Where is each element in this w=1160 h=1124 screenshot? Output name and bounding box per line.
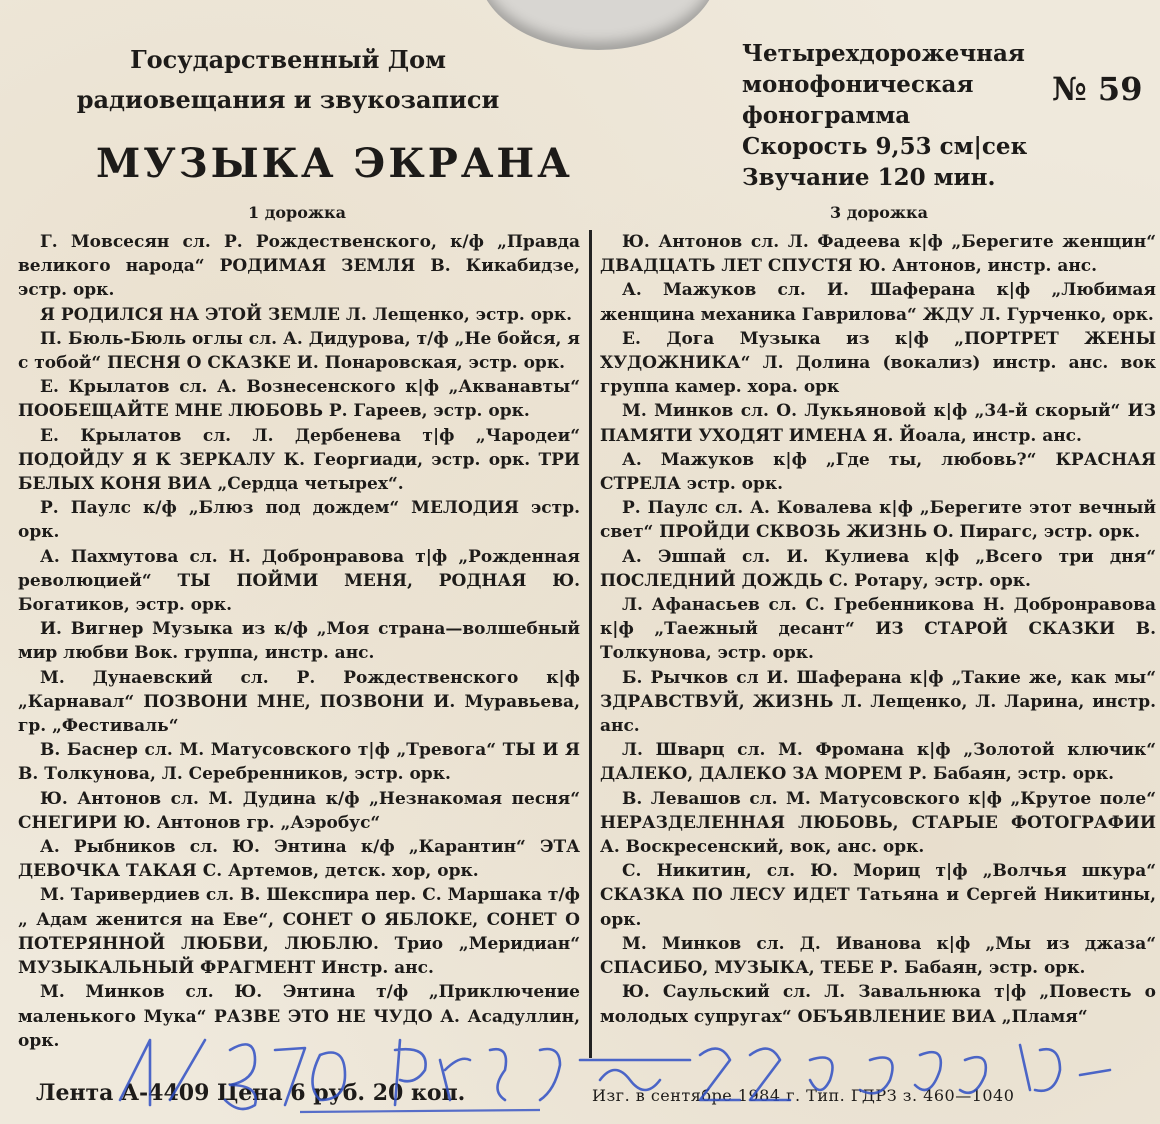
- track-3-entry: М. Минков сл. О. Лукьяновой к|ф „34-й скорый“ ИЗ ПАМЯТИ УХОДЯТ ИМЕНА Я. Йоала, инстр. анс.: [600, 401, 1156, 446]
- track-3-entry: Л. Афанасьев сл. С. Гребенникова Н. Добронравова к|ф „Таежный десант“ ИЗ СТАРОЙ СКАЗКИ В. Толкунова, эстр. орк.: [600, 595, 1156, 664]
- format-info: [742, 38, 1062, 193]
- track-3-entry: В. Левашов сл. М. Матусовского к|ф „Крутое поле“ НЕРАЗДЕЛЕННАЯ ЛЮБОВЬ, СТАРЫЕ ФОТОГРАФИИ А. Воскресенский, вок, анс. орк.: [600, 788, 1156, 858]
- track-3-entry: Л. Шварц сл. М. Фромана к|ф „Золотой ключик“ ДАЛЕКО, ДАЛЕКО ЗА МОРЕМ Р. Бабаян, эстр. орк.: [600, 740, 1156, 785]
- track-1-entry: М. Таривердиев сл. В. Шекспира пер. С. Маршака т/ф „ Адам женится на Еве“, СОНЕТ О ЯБЛОКЕ, СОНЕТ О ПОТЕРЯННОЙ ЛЮБВИ, ЛЮБЛЮ. Трио „Меридиан“ МУЗЫКАЛЬНЫЙ ФРАГМЕНТ Инстр. анс.: [18, 885, 580, 979]
- track-1-entry: М. Дунаевский сл. Р. Рождественского к|ф „Карнавал“ ПОЗВОНИ МНЕ, ПОЗВОНИ И. Муравьева, гр. „Фестиваль“: [18, 667, 580, 737]
- format-speed: Скорость 9,53 см|сек: [742, 133, 1028, 160]
- track-3-entry: С. Никитин, сл. Ю. Мориц т|ф „Волчья шкура“ СКАЗКА ПО ЛЕСУ ИДЕТ Татьяна и Сергей Никитины, орк.: [600, 861, 1156, 930]
- track-1-entry: Р. Паулс к/ф „Блюз под дождем“ МЕЛОДИЯ эстр. орк.: [18, 498, 580, 543]
- track-1-entry: А. Пахмутова сл. Н. Добронравова т|ф „Рожденная революцией“ ТЫ ПОЙМИ МЕНЯ, РОДНАЯ Ю. Богатиков, эстр. орк.: [18, 546, 580, 616]
- track-3-header: 3 дорожка: [830, 203, 928, 222]
- track-3-entry: М. Минков сл. Д. Иванова к|ф „Мы из джаза“ СПАСИБО, МУЗЫКА, ТЕБЕ Р. Бабаян, эстр. орк.: [600, 933, 1156, 979]
- track-1-entry: В. Баснер сл. М. Матусовского т|ф „Тревога“ ТЫ И Я В. Толкунова, Л. Серебренников, эстр. орк.: [18, 740, 580, 785]
- publisher-line-1: Государственный Дом: [130, 45, 446, 74]
- track-3-entry: Ю. Антонов сл. Л. Фадеева к|ф „Берегите женщин“ ДВАДЦАТЬ ЛЕТ СПУСТЯ Ю. Антонов, инстр. анс.: [600, 232, 1156, 277]
- track-1-entry: Е. Крылатов сл. Л. Дербенева т|ф „Чародеи“ ПОДОЙДУ Я К ЗЕРКАЛУ К. Георгиади, эстр. орк. ТРИ БЕЛЫХ КОНЯ ВИА „Сердца четырех“.: [18, 425, 580, 495]
- publisher-line-2: радиовещания и звукозаписи: [76, 85, 500, 114]
- print-info: Изг. в сентябре 1984 г. Тип. ГДРЗ з. 460—1040: [592, 1086, 1015, 1105]
- track-1-entry: И. Вигнер Музыка из к/ф „Моя страна—волшебный мир любви Вок. группа, инстр. анс.: [18, 619, 580, 664]
- track-3-entry: А. Эшпай сл. И. Кулиева к|ф „Всего три дня“ ПОСЛЕДНИЙ ДОЖДЬ С. Ротару, эстр. орк.: [600, 546, 1156, 591]
- column-divider: [589, 230, 592, 1058]
- publisher: [28, 40, 548, 120]
- track-3-list: [600, 230, 1156, 1029]
- track-1-list: [18, 230, 580, 1053]
- track-1-header: 1 дорожка: [248, 203, 346, 222]
- track-3-entry: Ю. Саульский сл. Л. Завальнюка т|ф „Повесть о молодых супругах“ ОБЪЯВЛЕНИЕ ВИА „Пламя“: [600, 982, 1156, 1027]
- catalog-number: № 59: [1052, 70, 1143, 108]
- format-duration: Звучание 120 мин.: [742, 164, 996, 191]
- tape-price: Лента А-4409 Цена 6 руб. 20 коп.: [36, 1080, 466, 1106]
- track-3-entry: А. Мажуков к|ф „Где ты, любовь?“ КРАСНАЯ СТРЕЛА эстр. орк.: [600, 449, 1156, 495]
- format-line-1: Четырехдорожечная: [742, 40, 1025, 67]
- track-1-entry: П. Бюль-Бюль оглы сл. А. Дидурова, т/ф „Не бойся, я с тобой“ ПЕСНЯ О СКАЗКЕ И. Понаровская, эстр. орк.: [18, 328, 580, 374]
- format-line-2: монофоническая: [742, 71, 974, 98]
- album-title: МУЗЫКА ЭКРАНА: [96, 140, 573, 187]
- track-1-entry: Я РОДИЛСЯ НА ЭТОЙ ЗЕМЛЕ Л. Лещенко, эстр. орк.: [40, 304, 573, 325]
- track-3-entry: А. Мажуков сл. И. Шаферана к|ф „Любимая женщина механика Гаврилова“ ЖДУ Л. Гурченко, орк.: [600, 280, 1156, 325]
- track-1-entry: М. Минков сл. Ю. Энтина т/ф „Приключение маленького Мука“ РАЗВЕ ЭТО НЕ ЧУДО А. Асадуллин, орк.: [18, 982, 580, 1051]
- track-1-entry: Е. Крылатов сл. А. Вознесенского к|ф „Акванавты“ ПООБЕЩАЙТЕ МНЕ ЛЮБОВЬ Р. Гареев, эстр. орк.: [18, 377, 580, 422]
- track-1-entry: Ю. Антонов сл. М. Дудина к/ф „Незнакомая песня“ СНЕГИРИ Ю. Антонов гр. „Аэробус“: [18, 788, 580, 833]
- track-3-entry: Е. Дога Музыка из к|ф „ПОРТРЕТ ЖЕНЫ ХУДОЖНИКА“ Л. Долина (вокализ) инстр. анс. вок группа камер. хора. орк: [600, 328, 1156, 398]
- format-line-3: фонограмма: [742, 102, 911, 129]
- track-1-entry: А. Рыбников сл. Ю. Энтина к/ф „Карантин“ ЭТА ДЕВОЧКА ТАКАЯ С. Артемов, детск. хор, орк.: [18, 837, 580, 882]
- track-3-entry: Б. Рычков сл И. Шаферана к|ф „Такие же, как мы“ ЗДРАВСТВУЙ, ЖИЗНЬ Л. Лещенко, Л. Ларина, инстр. анс.: [600, 667, 1156, 737]
- track-3-entry: Р. Паулс сл. А. Ковалева к|ф „Берегите этот вечный свет“ ПРОЙДИ СКВОЗЬ ЖИЗНЬ О. Пирагс, эстр. орк.: [600, 498, 1156, 543]
- track-1-entry: Г. Мовсесян сл. Р. Рождественского, к/ф „Правда великого народа“ РОДИМАЯ ЗЕМЛЯ В. Кикабидзе, эстр. орк.: [18, 232, 580, 301]
